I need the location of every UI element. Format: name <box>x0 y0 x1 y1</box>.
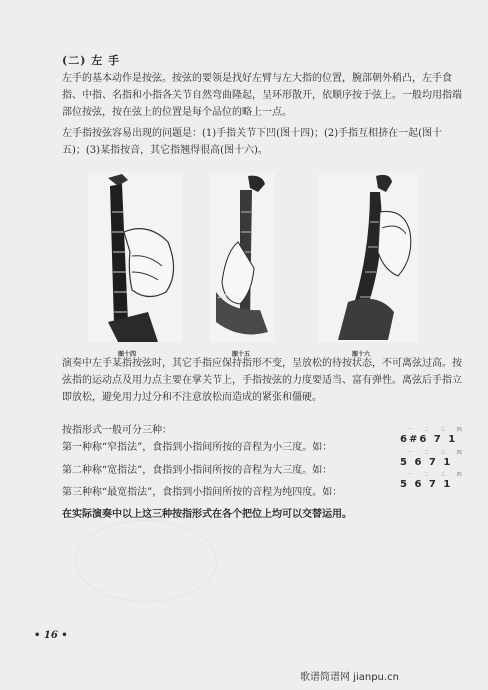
figure-16-illustration <box>318 172 418 342</box>
section-heading: (二) 左 手 <box>62 54 121 67</box>
figure-15-illustration <box>210 172 275 342</box>
finger-form-text: 第一种称“窄指法”，食指到小指间所按的音程为小三度。如： <box>62 442 333 453</box>
page-number: • 16 • <box>34 630 68 641</box>
notation-numbers: 5 6 7 1 <box>400 457 453 468</box>
fingering-marks: 一 二 三 四 <box>407 427 467 433</box>
figure-14-caption: 图十四 <box>118 351 137 358</box>
paragraph-left-hand-basics: 左手的基本动作是按弦。按弦的要领是找好左臂与左大指的位置，腕部朝外稍凸，左手食指、中指、名指和小指各关节自然弯曲隆起，呈环形散开，依顺序按于弦上。一般均用指端部位按弦，按在弦上的位置是每个品位的略上一点。 <box>62 73 462 118</box>
fingering-marks: 一 二 三 四 <box>407 472 467 478</box>
fingering-marks: 一 二 三 四 <box>407 450 467 456</box>
watermark-text: 歌谱简谱网 jianpu.cn <box>300 672 399 683</box>
figure-15-caption: 图十五 <box>232 351 251 358</box>
faint-stamp-mark <box>75 520 217 602</box>
closing-sentence: 在实际演奏中以上这三种按指形式在各个把位上均可以交替运用。 <box>62 509 352 520</box>
notation-numbers: 5 6 7 1 <box>400 479 453 490</box>
paragraph-common-problems: 左手指按弦容易出现的问题是：(1)手指关节下凹(图十四)；(2)手指互相挤在一起(图十五)；(3)某指按音，其它指翘得很高(图十六)。 <box>62 128 443 156</box>
finger-form-text: 第三种称“最宽指法”，食指到小指间所按的音程为纯四度。如： <box>62 487 343 498</box>
finger-form-text: 第二种称“宽指法”，食指到小指间所按的音程为大三度。如： <box>62 465 333 476</box>
figure-16-caption: 图十六 <box>352 351 371 358</box>
figure-14-illustration <box>88 172 182 342</box>
finger-form-row-3 <box>62 472 482 499</box>
paragraph-finger-movement: 演奏中左手某指按弦时，其它手指应保持指形不变，呈放松的待按状态，不可离弦过高。按弦指的运动点及用力点主要在掌关节上，手指按弦的力度要适当、富有弹性。离弦后手指立即放松，避免用力过分和不注意放松而造成的紧张和僵硬。 <box>62 358 462 403</box>
finger-form-intro: 按指形式一般可分三种： <box>62 425 172 436</box>
notation-numbers: 6#6 7 1 <box>400 434 458 445</box>
